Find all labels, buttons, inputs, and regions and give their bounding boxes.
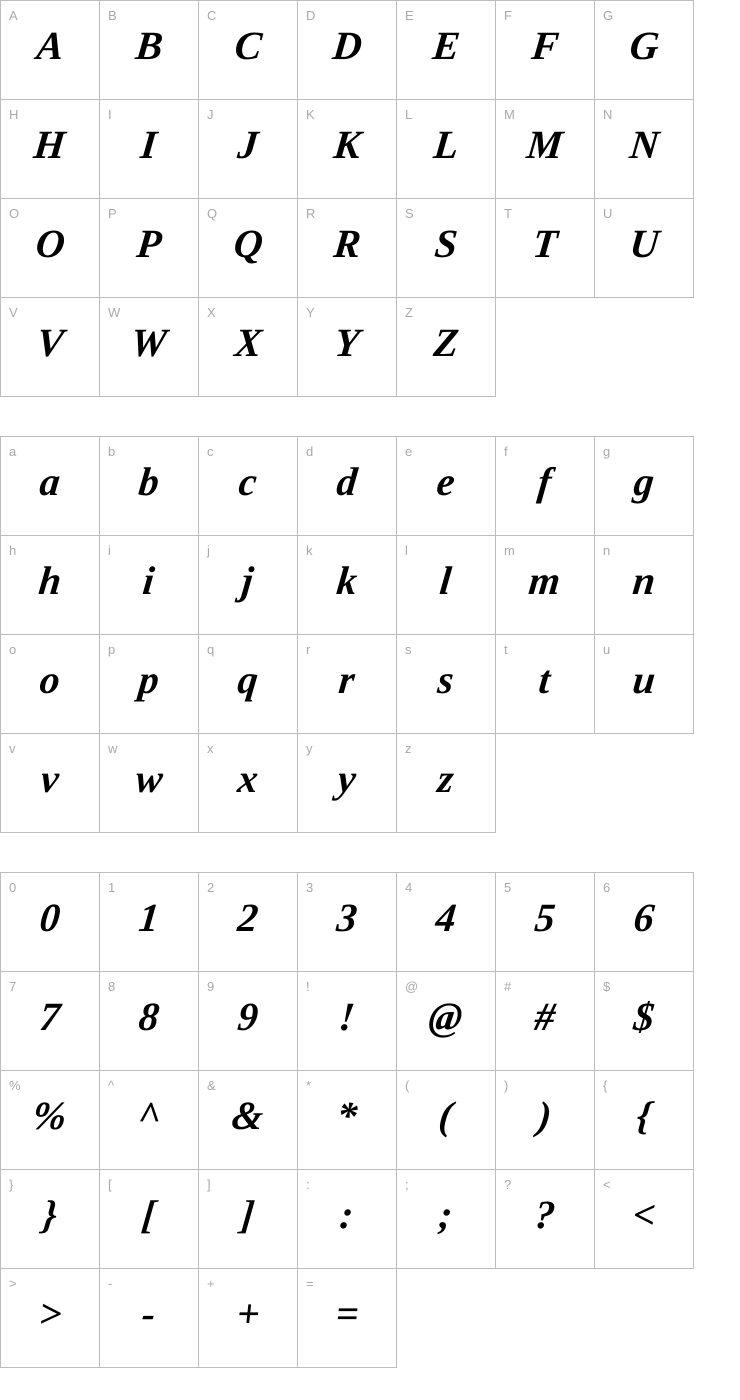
glyph-cell [298,199,397,298]
glyph-cell [1,1170,100,1269]
glyph-cell [298,298,397,397]
glyph-sample: p [136,657,162,702]
glyph-cell [100,298,199,397]
glyph-cell [397,873,496,972]
glyph-corner-label: r [306,642,311,657]
glyph-corner-label: 7 [9,979,17,994]
glyph-sample: x [235,756,261,801]
glyph-cell [199,100,298,199]
glyph-sample: r [336,657,358,702]
glyph-corner-label: 5 [504,880,512,895]
glyph-corner-label: ; [405,1177,409,1192]
glyph-sample: C [232,23,264,68]
glyph-cell [100,734,199,833]
glyph-sample: J [235,122,261,167]
glyph-row [1,635,694,734]
glyph-sample: u [630,657,658,702]
glyph-cell [298,100,397,199]
glyph-sample: ; [437,1192,456,1237]
glyph-sample: g [631,459,657,504]
glyph-corner-label: { [603,1078,608,1093]
glyph-sample: ] [239,1192,258,1237]
glyph-corner-label: ? [504,1177,512,1192]
numerals-symbols-section [0,872,740,1368]
glyph-cell [595,100,694,199]
glyph-sample: S [432,221,460,266]
glyph-sample: a [37,459,63,504]
glyph-cell [100,972,199,1071]
glyph-row [1,298,694,397]
glyph-sample: K [331,122,363,167]
glyph-cell [199,1170,298,1269]
glyph-cell [496,536,595,635]
glyph-cell [397,1170,496,1269]
glyph-corner-label: V [9,305,18,320]
glyph-cell [1,635,100,734]
glyph-cell [298,1170,397,1269]
glyph-sample: $ [631,994,657,1039]
glyph-sample: ! [336,994,358,1039]
glyph-sample: = [333,1291,361,1336]
glyph-sample: : [338,1192,357,1237]
glyph-corner-label: a [9,444,17,459]
glyph-sample: 9 [235,994,261,1039]
glyph-cell [397,536,496,635]
glyph-cell [1,536,100,635]
glyph-cell [298,1269,397,1368]
glyph-sample: h [36,558,64,603]
glyph-cell [496,1071,595,1170]
glyph-cell [397,298,496,397]
glyph-sample: m [527,558,563,603]
glyph-corner-label: p [108,642,116,657]
glyph-cell [595,1071,694,1170]
glyph-corner-label: M [504,107,515,122]
glyph-corner-label: A [9,8,18,23]
glyph-corner-label: H [9,107,19,122]
glyph-cell [595,437,694,536]
glyph-corner-label: D [306,8,316,23]
glyph-sample: E [430,23,462,68]
glyph-sample: @ [427,994,466,1039]
glyph-sample: s [435,657,457,702]
glyph-corner-label: J [207,107,214,122]
glyph-sample: b [136,459,162,504]
glyph-cell [496,972,595,1071]
glyph-sample: n [630,558,658,603]
glyph-corner-label: 1 [108,880,116,895]
glyph-sample: d [334,459,360,504]
glyph-cell [100,1,199,100]
glyph-sample: v [38,756,62,801]
glyph-corner-label: W [108,305,121,320]
glyph-row [1,1170,694,1269]
glyph-corner-label: u [603,642,611,657]
glyph-corner-label: y [306,741,313,756]
glyph-sample: } [40,1192,60,1237]
glyph-corner-label: v [9,741,16,756]
glyph-cell [100,437,199,536]
glyph-corner-label: < [603,1177,611,1192]
glyph-corner-label: } [9,1177,14,1192]
glyph-cell [199,635,298,734]
glyph-corner-label: h [9,543,17,558]
glyph-corner-label: n [603,543,611,558]
glyph-corner-label: Y [306,305,315,320]
glyph-corner-label: & [207,1078,216,1093]
glyph-cell [1,1269,100,1368]
glyph-sample: O [33,221,67,266]
glyph-corner-label: ( [405,1078,410,1093]
glyph-corner-label: 9 [207,979,215,994]
glyph-cell [397,199,496,298]
glyph-cell [199,298,298,397]
glyph-corner-label: 6 [603,880,611,895]
glyph-sample: w [133,756,165,801]
glyph-corner-label: > [9,1276,17,1291]
glyph-cell [199,1269,298,1368]
glyph-corner-label: c [207,444,214,459]
glyph-corner-label: B [108,8,117,23]
glyph-corner-label: @ [405,979,419,994]
glyph-cell [496,1170,595,1269]
glyph-corner-label: 8 [108,979,116,994]
glyph-row [1,1,694,100]
glyph-sample: R [331,221,363,266]
glyph-corner-label: Z [405,305,413,320]
glyph-sample: < [630,1192,658,1237]
glyph-cell [1,199,100,298]
glyph-row [1,199,694,298]
glyph-sample: 6 [631,895,657,940]
glyph-corner-label: % [9,1078,21,1093]
glyph-corner-label: N [603,107,613,122]
glyph-cell [100,199,199,298]
glyph-sample: A [34,23,66,68]
glyph-corner-label: 0 [9,880,17,895]
glyph-corner-label: # [504,979,512,994]
glyph-cell [199,972,298,1071]
glyph-sample: Q [231,221,265,266]
glyph-sample: ^ [135,1093,163,1138]
glyph-corner-label: o [9,642,17,657]
glyph-sample: ) [536,1093,555,1138]
glyph-cell [496,1,595,100]
glyph-cell [397,635,496,734]
glyph-corner-label: * [306,1078,312,1093]
glyph-cell [100,1269,199,1368]
glyph-corner-label: b [108,444,116,459]
glyph-corner-label: R [306,206,316,221]
glyph-sample: o [37,657,63,702]
glyph-corner-label: + [207,1276,215,1291]
glyph-corner-label: k [306,543,313,558]
glyph-sample: X [232,320,264,365]
glyph-sample: # [532,994,558,1039]
glyph-sample: 1 [136,895,162,940]
glyph-corner-label: m [504,543,515,558]
glyph-sample: U [627,221,661,266]
glyph-sample: i [141,558,157,603]
glyph-sample: j [240,558,256,603]
glyph-corner-label: - [108,1276,113,1291]
glyph-sample: % [31,1093,70,1138]
glyph-sample: k [334,558,360,603]
glyph-corner-label: ] [207,1177,211,1192]
glyph-corner-label: S [405,206,414,221]
glyph-cell [298,1,397,100]
glyph-corner-label: z [405,741,412,756]
glyph-sample: 0 [37,895,63,940]
glyph-corner-label: i [108,543,111,558]
glyph-cell [496,635,595,734]
glyph-cell [1,873,100,972]
glyph-cell [199,1071,298,1170]
glyph-corner-label: K [306,107,315,122]
glyph-cell [1,1071,100,1170]
glyph-sample: ? [532,1192,558,1237]
glyph-sample: W [128,320,170,365]
glyph-cell [100,1170,199,1269]
glyph-corner-label: 2 [207,880,215,895]
glyph-sample: G [627,23,661,68]
glyph-row [1,437,694,536]
glyph-corner-label: C [207,8,217,23]
glyph-cell [595,873,694,972]
lowercase-section [0,436,740,833]
glyph-sample: F [529,23,561,68]
glyph-sample: c [236,459,260,504]
glyph-corner-label: d [306,444,314,459]
glyph-corner-label: 3 [306,880,314,895]
glyph-sample: 5 [532,895,558,940]
glyph-cell [1,100,100,199]
glyph-sample: T [530,221,560,266]
glyph-cell [100,1071,199,1170]
glyph-sample: 7 [37,994,63,1039]
glyph-corner-label: j [207,543,210,558]
glyph-corner-label: Q [207,206,218,221]
glyph-corner-label: 4 [405,880,413,895]
glyph-sample: + [234,1291,262,1336]
glyph-row [1,100,694,199]
glyph-cell [397,437,496,536]
glyph-sample: t [537,657,553,702]
glyph-cell [496,873,595,972]
glyph-corner-label: s [405,642,412,657]
glyph-corner-label: x [207,741,214,756]
glyph-sample: 2 [235,895,261,940]
glyph-corner-label: e [405,444,413,459]
glyph-cell [1,298,100,397]
numerals-symbols-glyph-table [0,872,694,1368]
glyph-corner-label: X [207,305,216,320]
glyph-cell [298,873,397,972]
glyph-cell [595,972,694,1071]
glyph-cell [397,972,496,1071]
glyph-corner-label: ! [306,979,310,994]
glyph-sample: L [431,122,461,167]
glyph-row [1,1071,694,1170]
glyph-cell [100,873,199,972]
uppercase-section [0,0,740,397]
glyph-cell [100,100,199,199]
glyph-cell [199,437,298,536]
glyph-cell [496,100,595,199]
glyph-row [1,1269,694,1368]
glyph-sample: D [330,23,364,68]
glyph-sample: [ [140,1192,159,1237]
glyph-corner-label: = [306,1276,314,1291]
glyph-corner-label: : [306,1177,310,1192]
glyph-cell [298,437,397,536]
glyph-cell [397,1,496,100]
glyph-sample: & [230,1093,266,1138]
glyph-corner-label: F [504,8,512,23]
glyph-sample: N [627,122,661,167]
glyph-corner-label: U [603,206,613,221]
glyph-corner-label: T [504,206,512,221]
glyph-cell [199,536,298,635]
glyph-sample: V [34,320,66,365]
glyph-corner-label: t [504,642,508,657]
glyph-cell [199,873,298,972]
glyph-sample: f [536,459,555,504]
glyph-corner-label: w [108,741,118,756]
glyph-cell [298,734,397,833]
glyph-cell [298,536,397,635]
glyph-sample: - [140,1291,159,1336]
glyph-corner-label: E [405,8,414,23]
glyph-sample: P [134,221,164,266]
glyph-sample: * [334,1093,360,1138]
glyph-cell [595,1,694,100]
glyph-sample: e [434,459,458,504]
glyph-cell [298,635,397,734]
glyph-sample: z [435,756,457,801]
glyph-cell [1,1,100,100]
glyph-cell [298,972,397,1071]
glyph-cell [199,199,298,298]
glyph-sample: > [36,1291,64,1336]
glyph-row [1,873,694,972]
glyph-cell [496,199,595,298]
glyph-sample: H [32,122,68,167]
glyph-sample: Y [332,320,362,365]
glyph-sample: 4 [433,895,459,940]
glyph-cell [1,734,100,833]
glyph-sample: Z [431,320,461,365]
glyph-cell [397,1071,496,1170]
glyph-cell [595,635,694,734]
glyph-cell [595,199,694,298]
glyph-sample: y [335,756,359,801]
lowercase-glyph-table [0,436,694,833]
glyph-corner-label: f [504,444,508,459]
glyph-cell [496,437,595,536]
glyph-cell [100,536,199,635]
glyph-sample: B [133,23,165,68]
uppercase-glyph-table [0,0,694,397]
glyph-cell [1,437,100,536]
glyph-cell [595,1170,694,1269]
glyph-cell [298,1071,397,1170]
glyph-corner-label: L [405,107,413,122]
glyph-row [1,734,694,833]
glyph-sample: l [438,558,454,603]
glyph-cell [397,734,496,833]
glyph-corner-label: l [405,543,408,558]
glyph-sample: M [524,122,566,167]
glyph-corner-label: ^ [108,1078,115,1093]
glyph-sample: ( [437,1093,456,1138]
glyph-corner-label: ) [504,1078,509,1093]
glyph-cell [100,635,199,734]
glyph-corner-label: I [108,107,112,122]
glyph-cell [199,734,298,833]
glyph-corner-label: g [603,444,611,459]
glyph-corner-label: P [108,206,117,221]
glyph-cell [1,972,100,1071]
glyph-corner-label: [ [108,1177,112,1192]
glyph-corner-label: q [207,642,215,657]
glyph-cell [199,1,298,100]
glyph-row [1,536,694,635]
glyph-sample: q [235,657,261,702]
glyph-cell [595,536,694,635]
glyph-sample: I [138,122,160,167]
glyph-row [1,972,694,1071]
glyph-corner-label: O [9,206,20,221]
glyph-cell [397,100,496,199]
glyph-sample: { [634,1093,654,1138]
glyph-corner-label: $ [603,979,611,994]
glyph-sample: 3 [334,895,360,940]
glyph-corner-label: G [603,8,614,23]
glyph-sample: 8 [136,994,162,1039]
